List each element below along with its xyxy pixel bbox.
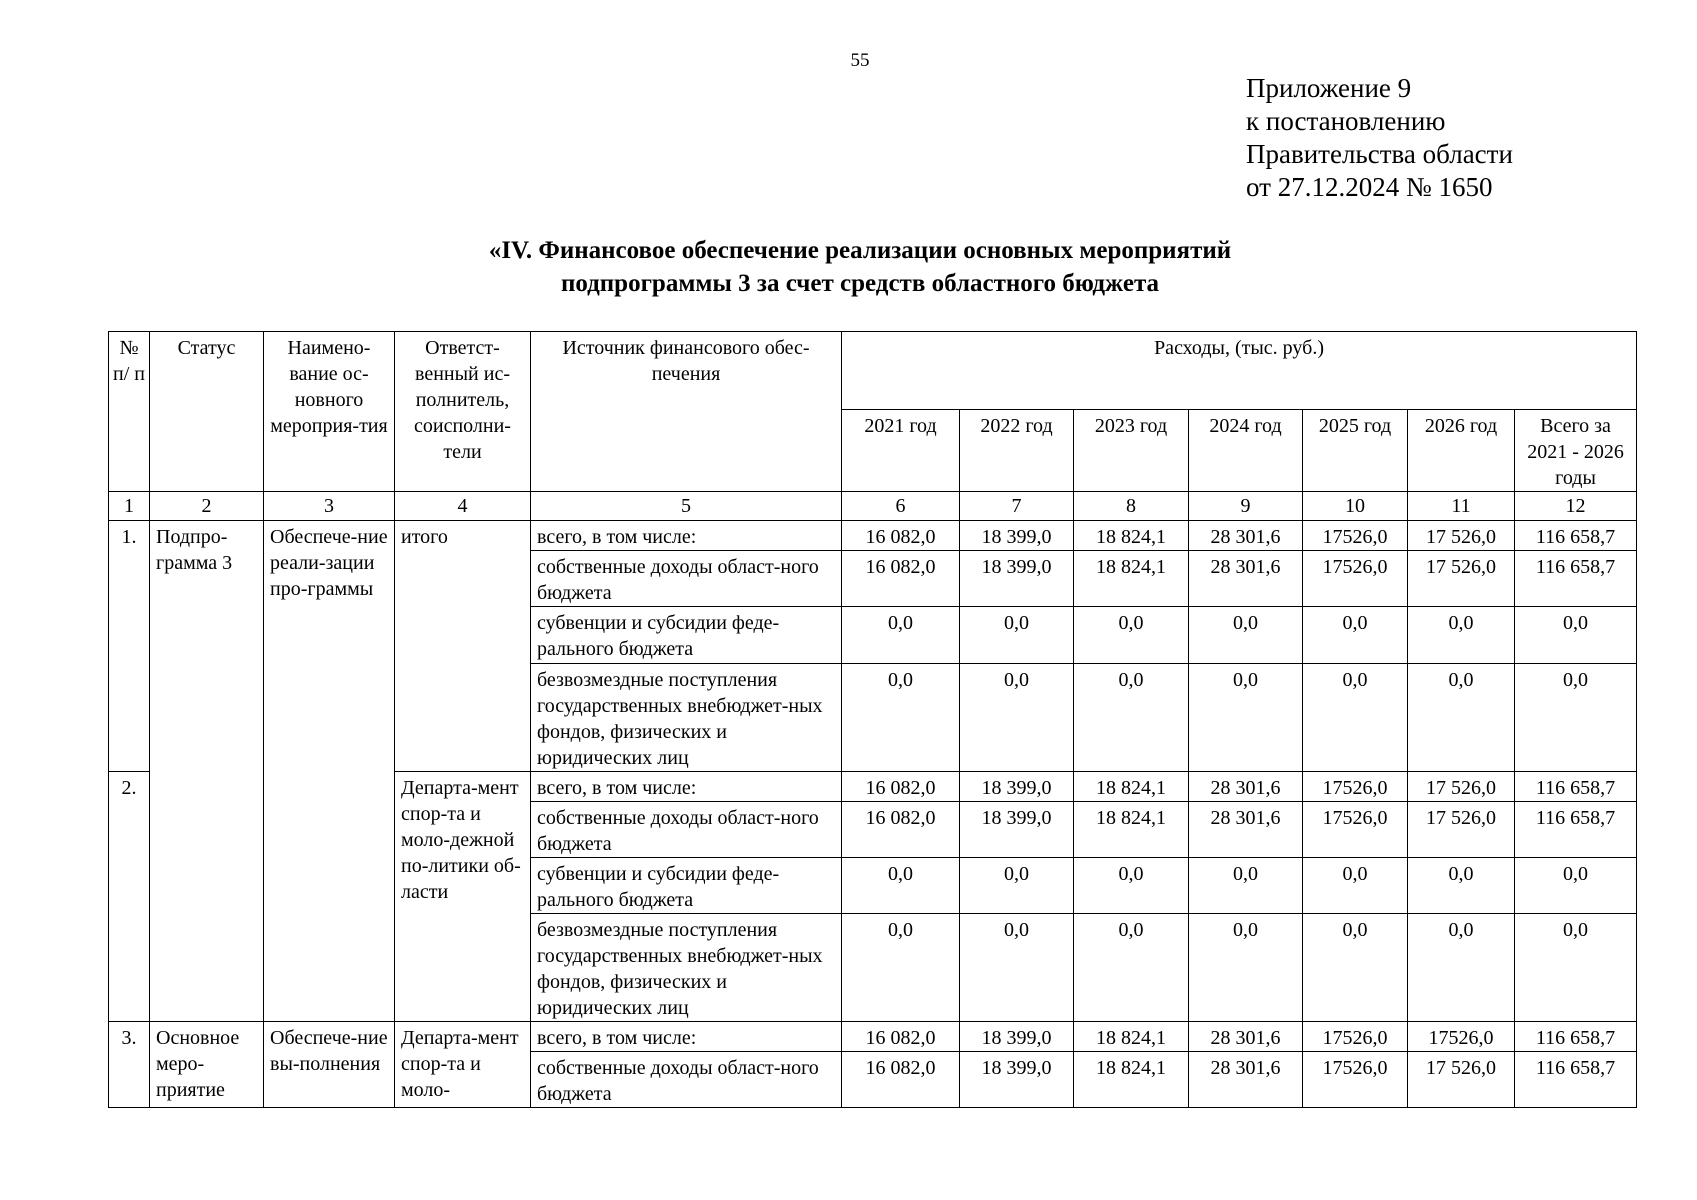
value-cell: 0,0 [1189, 858, 1303, 914]
value-cell: 16 082,0 [842, 1052, 960, 1108]
value-cell: 17526,0 [1303, 1022, 1408, 1052]
value-cell: 0,0 [842, 858, 960, 914]
column-index: 1 [109, 492, 150, 521]
source-cell: собственные доходы област-ного бюджета [531, 551, 842, 607]
value-cell: 18 824,1 [1074, 802, 1189, 858]
value-cell: 0,0 [1074, 607, 1189, 664]
table-row [109, 521, 1637, 551]
total-cell: 0,0 [1515, 914, 1637, 1022]
value-cell: 28 301,6 [1189, 551, 1303, 607]
value-cell: 0,0 [842, 914, 960, 1022]
source-cell: субвенции и субсидии феде-рального бюджета [531, 607, 842, 664]
value-cell: 18 824,1 [1074, 551, 1189, 607]
column-index: 4 [395, 492, 531, 521]
value-cell: 28 301,6 [1189, 772, 1303, 802]
value-cell: 0,0 [1408, 607, 1515, 664]
value-cell: 17526,0 [1408, 1022, 1515, 1052]
column-index: 5 [531, 492, 842, 521]
appendix-line-3: Правительства области [1246, 139, 1513, 169]
value-cell: 18 824,1 [1074, 772, 1189, 802]
value-cell: 0,0 [960, 858, 1074, 914]
value-cell: 16 082,0 [842, 772, 960, 802]
value-cell: 0,0 [842, 664, 960, 772]
value-cell: 28 301,6 [1189, 1052, 1303, 1108]
value-cell: 18 824,1 [1074, 1052, 1189, 1108]
column-index: 8 [1074, 492, 1189, 521]
header-name: Наимено-вание ос-новного мероприя-тия [264, 332, 395, 492]
source-cell: безвозмездные поступления государственных внебюджет-ных фондов, физических и юридических лиц [531, 914, 842, 1022]
column-index: 9 [1189, 492, 1303, 521]
row-number: 3. [109, 1022, 150, 1108]
value-cell: 17526,0 [1303, 772, 1408, 802]
value-cell: 17526,0 [1303, 802, 1408, 858]
source-cell: всего, в том числе: [531, 772, 842, 802]
source-cell: собственные доходы област-ного бюджета [531, 802, 842, 858]
header-source: Источник финансового обес-печения [531, 332, 842, 492]
page-number: 55 [850, 50, 870, 71]
source-cell: безвозмездные поступления государственных внебюджет-ных фондов, физических и юридических лиц [531, 664, 842, 772]
section-heading [0, 234, 1697, 300]
row-number: 2. [109, 772, 150, 1022]
value-cell: 17 526,0 [1408, 521, 1515, 551]
value-cell: 0,0 [960, 914, 1074, 1022]
header-year: 2023 год [1074, 410, 1189, 492]
value-cell: 17526,0 [1303, 1052, 1408, 1108]
executor-cell: Департа-мент спор-та и моло-дежной по-литики об-ласти [395, 772, 531, 1022]
total-cell: 0,0 [1515, 664, 1637, 772]
appendix-stamp [1246, 72, 1513, 204]
value-cell: 18 824,1 [1074, 1022, 1189, 1052]
value-cell: 0,0 [1189, 607, 1303, 664]
activity-name-cell: Обеспече-ние реали-зации про-граммы [264, 521, 395, 1022]
value-cell: 0,0 [1303, 914, 1408, 1022]
header-year: 2025 год [1303, 410, 1408, 492]
total-cell: 0,0 [1515, 607, 1637, 664]
value-cell: 16 082,0 [842, 802, 960, 858]
header-year: 2022 год [960, 410, 1074, 492]
total-cell: 116 658,7 [1515, 551, 1637, 607]
executor-cell: Департа-мент спор-та и моло- [395, 1022, 531, 1108]
executor-cell: итого [395, 521, 531, 772]
value-cell: 18 399,0 [960, 521, 1074, 551]
source-cell: всего, в том числе: [531, 1022, 842, 1052]
value-cell: 18 399,0 [960, 551, 1074, 607]
header-year: 2026 год [1408, 410, 1515, 492]
value-cell: 28 301,6 [1189, 802, 1303, 858]
value-cell: 17 526,0 [1408, 551, 1515, 607]
header-executor: Ответст-венный ис-полнитель, соисполни-тели [395, 332, 531, 492]
value-cell: 16 082,0 [842, 1022, 960, 1052]
value-cell: 0,0 [960, 607, 1074, 664]
row-number: 1. [109, 521, 150, 772]
appendix-line-1: Приложение 9 [1246, 73, 1412, 103]
value-cell: 17 526,0 [1408, 772, 1515, 802]
source-cell: всего, в том числе: [531, 521, 842, 551]
value-cell: 0,0 [1074, 664, 1189, 772]
header-year: 2021 год [842, 410, 960, 492]
value-cell: 18 399,0 [960, 1052, 1074, 1108]
value-cell: 0,0 [1189, 664, 1303, 772]
value-cell: 18 399,0 [960, 772, 1074, 802]
header-status: Статус [150, 332, 264, 492]
column-index: 3 [264, 492, 395, 521]
column-index-row [109, 492, 1637, 521]
total-cell: 116 658,7 [1515, 802, 1637, 858]
value-cell: 0,0 [1408, 914, 1515, 1022]
value-cell: 17526,0 [1303, 551, 1408, 607]
status-cell: Основное меро-приятие [150, 1022, 264, 1108]
value-cell: 18 399,0 [960, 802, 1074, 858]
value-cell: 17 526,0 [1408, 1052, 1515, 1108]
column-index: 12 [1515, 492, 1637, 521]
value-cell: 16 082,0 [842, 521, 960, 551]
header-num: № п/ п [109, 332, 150, 492]
header-year: 2024 год [1189, 410, 1303, 492]
value-cell: 0,0 [842, 607, 960, 664]
value-cell: 18 399,0 [960, 1022, 1074, 1052]
appendix-line-2: к постановлению [1246, 106, 1446, 136]
value-cell: 0,0 [1303, 607, 1408, 664]
value-cell: 0,0 [1303, 664, 1408, 772]
total-cell: 116 658,7 [1515, 1022, 1637, 1052]
total-cell: 116 658,7 [1515, 521, 1637, 551]
value-cell: 17526,0 [1303, 521, 1408, 551]
appendix-line-4: от 27.12.2024 № 1650 [1246, 172, 1493, 202]
total-cell: 0,0 [1515, 858, 1637, 914]
value-cell: 0,0 [1189, 914, 1303, 1022]
heading-line-1: «IV. Финансовое обеспечение реализации основных мероприятий [488, 237, 1232, 264]
header-expenses: Расходы, (тыс. руб.) [842, 332, 1637, 410]
column-index: 10 [1303, 492, 1408, 521]
column-index: 2 [150, 492, 264, 521]
source-cell: субвенции и субсидии феде-рального бюджета [531, 858, 842, 914]
table-row [109, 1022, 1637, 1052]
value-cell: 28 301,6 [1189, 1022, 1303, 1052]
value-cell: 0,0 [1303, 858, 1408, 914]
value-cell: 0,0 [960, 664, 1074, 772]
value-cell: 0,0 [1408, 858, 1515, 914]
source-cell: собственные доходы област-ного бюджета [531, 1052, 842, 1108]
financing-table [108, 331, 1637, 1108]
value-cell: 17 526,0 [1408, 802, 1515, 858]
header-total: Всего за 2021 - 2026 годы [1515, 410, 1637, 492]
column-index: 6 [842, 492, 960, 521]
heading-line-2: подпрограммы 3 за счет средств областного бюджета [560, 270, 1160, 297]
status-cell: Подпро-грамма 3 [150, 521, 264, 1022]
value-cell: 0,0 [1074, 914, 1189, 1022]
header-row [109, 332, 1637, 410]
value-cell: 0,0 [1408, 664, 1515, 772]
total-cell: 116 658,7 [1515, 1052, 1637, 1108]
column-index: 7 [960, 492, 1074, 521]
value-cell: 28 301,6 [1189, 521, 1303, 551]
value-cell: 0,0 [1074, 858, 1189, 914]
value-cell: 18 824,1 [1074, 521, 1189, 551]
activity-name-cell: Обеспече-ние вы-полнения [264, 1022, 395, 1108]
column-index: 11 [1408, 492, 1515, 521]
value-cell: 16 082,0 [842, 551, 960, 607]
total-cell: 116 658,7 [1515, 772, 1637, 802]
